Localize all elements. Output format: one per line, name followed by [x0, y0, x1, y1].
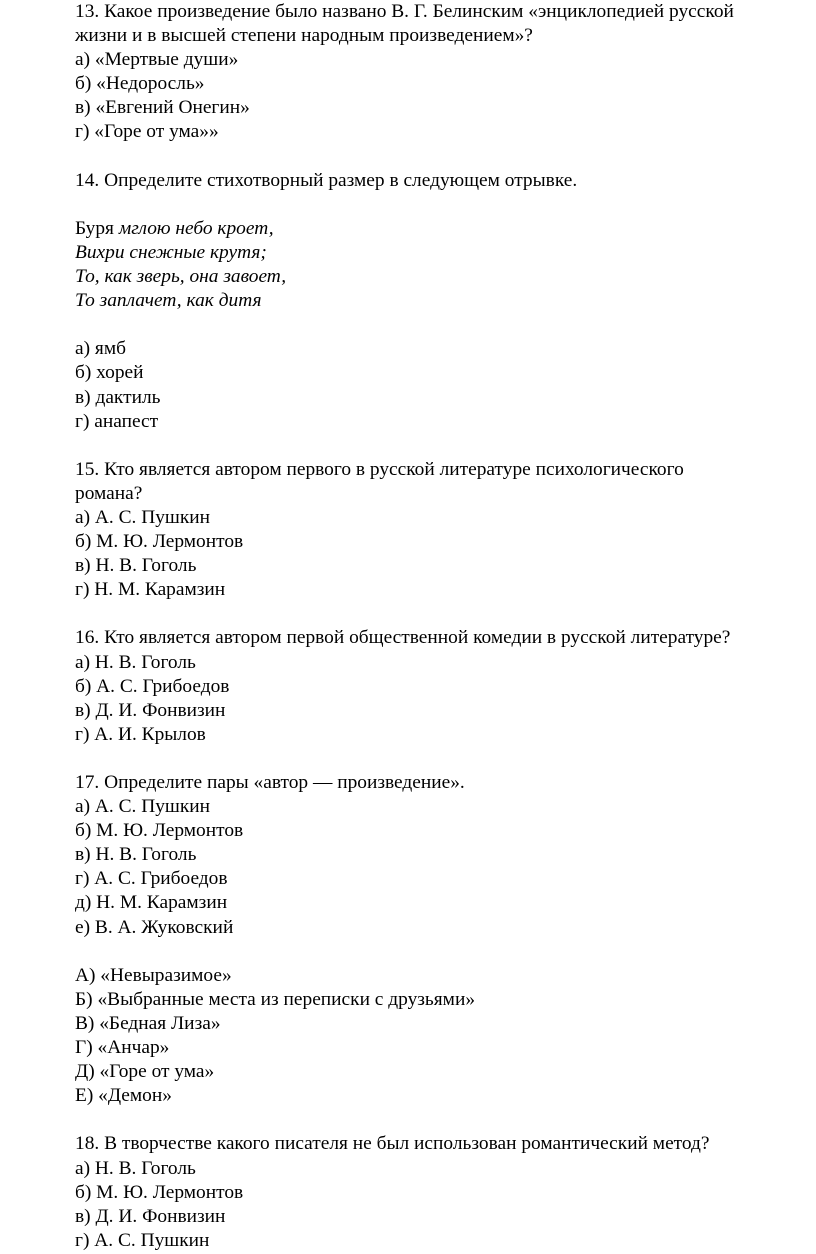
- answer-option: в) Д. И. Фонвизин: [75, 699, 226, 721]
- blank-line: [75, 313, 805, 337]
- question-text: 14. Определите стихотворный размер в следующем отрывке.: [75, 169, 578, 191]
- question-text: жизни и в высшей степени народным произведением»?: [75, 25, 533, 47]
- work-option: Д) «Горе от ума»: [75, 1061, 215, 1083]
- author-option: г) А. С. Грибоедов: [75, 868, 228, 890]
- author-option: е) В. А. Жуковский: [75, 916, 234, 938]
- answer-option: а) Н. В. Гоголь: [75, 1157, 196, 1179]
- blank-line: [75, 1108, 805, 1132]
- answer-option: в) «Евгений Онегин»: [75, 97, 250, 119]
- work-option: А) «Невыразимое»: [75, 964, 232, 986]
- answer-option: г) А. С. Пушкин: [75, 1229, 210, 1251]
- answer-option: а) А. С. Пушкин: [75, 506, 211, 528]
- answer-option: б) М. Ю. Лермонтов: [75, 531, 244, 553]
- blank-line: [75, 434, 805, 458]
- author-option: д) Н. М. Карамзин: [75, 892, 228, 914]
- poem-line: То заплачет, как дитя: [75, 290, 262, 312]
- question-17: [75, 771, 805, 1108]
- work-option: В) «Бедная Лиза»: [75, 1012, 221, 1034]
- poem-first-line-rest: мглою небо кроет,: [113, 217, 274, 239]
- question-13: [75, 0, 805, 145]
- blank-line: [75, 602, 805, 626]
- question-16: [75, 626, 805, 746]
- blank-line: [75, 193, 805, 217]
- question-15: [75, 458, 805, 603]
- work-option: Б) «Выбранные места из переписки с друзьями»: [75, 988, 476, 1010]
- author-option: а) А. С. Пушкин: [75, 796, 211, 818]
- question-text: романа?: [75, 482, 143, 504]
- work-option: Е) «Демон»: [75, 1085, 172, 1107]
- blank-line: [75, 145, 805, 169]
- question-14: [75, 169, 805, 434]
- answer-option: г) «Горе от ума»»: [75, 121, 219, 143]
- answer-option: б) хорей: [75, 362, 144, 384]
- author-option: б) М. Ю. Лермонтов: [75, 820, 244, 842]
- document-page: [75, 0, 805, 1253]
- question-18: [75, 1132, 805, 1252]
- answer-option: г) анапест: [75, 410, 159, 432]
- answer-option: г) Н. М. Карамзин: [75, 579, 226, 601]
- question-text: 13. Какое произведение было названо В. Г. Белинским «энциклопедией русской: [75, 1, 734, 22]
- author-option: в) Н. В. Гоголь: [75, 844, 197, 866]
- answer-option: б) «Недоросль»: [75, 73, 205, 95]
- poem-line: [75, 217, 805, 241]
- question-text: 17. Определите пары «автор — произведение».: [75, 772, 465, 793]
- poem-excerpt: [75, 217, 805, 313]
- answer-option: в) дактиль: [75, 386, 161, 408]
- blank-line: [75, 940, 805, 964]
- poem-line: То, как зверь, она завоет,: [75, 266, 287, 288]
- poem-first-word: Буря: [75, 217, 114, 239]
- answer-option: г) А. И. Крылов: [75, 723, 206, 745]
- answer-option: а) Н. В. Гоголь: [75, 651, 196, 673]
- answer-option: в) Н. В. Гоголь: [75, 555, 197, 577]
- question-text: 15. Кто является автором первого в русской литературе психологического: [75, 458, 684, 480]
- answer-option: а) ямб: [75, 338, 126, 360]
- answer-option: в) Д. И. Фонвизин: [75, 1205, 226, 1227]
- blank-line: [75, 747, 805, 771]
- answer-option: б) А. С. Грибоедов: [75, 675, 230, 697]
- answer-option: б) М. Ю. Лермонтов: [75, 1181, 244, 1203]
- answer-option: а) «Мертвые души»: [75, 49, 239, 71]
- poem-line: Вихри снежные крутя;: [75, 241, 267, 263]
- question-text: 18. В творчестве какого писателя не был использован романтический метод?: [75, 1133, 710, 1155]
- question-text: 16. Кто является автором первой общественной комедии в русской литературе?: [75, 627, 731, 649]
- work-option: Г) «Анчар»: [75, 1037, 170, 1059]
